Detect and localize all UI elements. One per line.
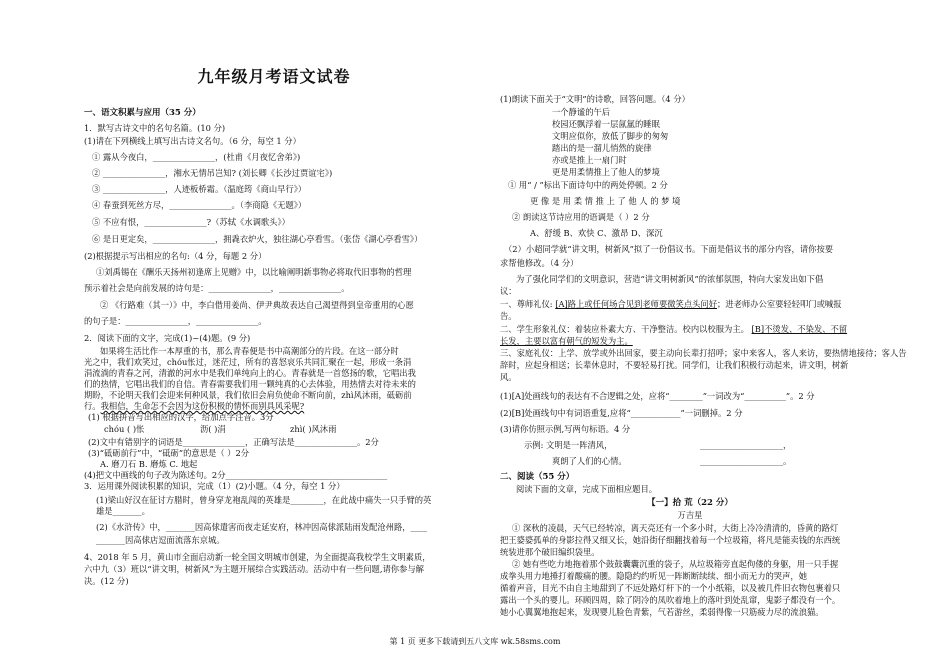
underlined-b: [B]不烫发、不染发、不留: [751, 324, 848, 334]
poem-line: 文明应似你，放低了脚步的匆匆: [552, 131, 669, 141]
example-line-1: 示例: 文明是一阵清风，: [524, 440, 613, 450]
fill-item-6: ⑥ 是日更定矣，_______________，拥毳衣炉火，独往湖心亭看雪。（张岱《湖心亭看雪》）: [92, 234, 423, 244]
proposal-item-1: 一、尊师礼仪: [A]路上或任何场合见到老师要微笑点头问好；进老师办公室要轻轻叩门或喊报: [500, 299, 842, 309]
reading-para-2-l3: 循着声音，目光不由自主地甜到了不远处路灯杆下的一个小纸箱，以及被几件旧衣物包裹着只: [500, 583, 841, 593]
page-footer: 第 1 页 更多下载请到五八文库 wk.58sms.com: [389, 637, 561, 646]
right-question-2: （2）小超同学就“讲文明，树新风”拟了一份倡议书。下面是倡议书的部分内容，请你按要: [504, 244, 834, 254]
passage-line-1: 如果将生活比作一本厚重的书，那么青春便是书中高潮部分的片段。在这一部分时: [100, 346, 399, 356]
poem-line: 一个静谧的午后: [552, 107, 611, 117]
poem-line: 校园还飘浮着一层氤氲的睡眠: [552, 119, 660, 129]
passage-line-2: 光之中，我们欢笑过，chóu怅过，迷茫过，所有的喜怒哀乐共同汇聚在一起，形成一条涓: [84, 357, 412, 367]
right-question-1b: ② 朗读这节诗应用的语调是（ ）2 分: [512, 212, 650, 222]
question-1-part-1: (1)请在下列横线上填写出古诗文名句。（6 分，每空 1 分）: [84, 136, 301, 146]
proposal-item-2-cont: 长发，主要以富有朝气的短发为主。: [500, 336, 633, 346]
reading-instruction: 阅读下面的文章，完成下面相应题目。: [516, 484, 658, 494]
prompt-2b-answer: 的句子是：_______________，_______________。: [84, 316, 267, 326]
proposal-item-3-end: 风。: [500, 372, 517, 382]
right-question-2-2: (2)[B]处画线句中有词语重复,应将“____________”一词删掉。2 分: [500, 408, 743, 418]
subquestion-3: (3)“砥砺前行”中，“砥砺”的意思是（ ）2分: [88, 448, 250, 458]
answer-blank-1: ____________________，: [700, 440, 792, 450]
question-3: 3．运用课外阅读积累的知识，完成（1）(2)小题。（4 分，每空 1 分）: [84, 481, 345, 491]
reading-para-2-l4: 露出一个头的婴儿。环顾四周，除了阴冷的凤吹着地上的落叶到处乱窜，鬼影子都没有一个。: [500, 595, 841, 605]
answer-blank-2: ____________________。: [700, 456, 792, 466]
reading-author: 万吉星: [677, 510, 703, 520]
underlined-sentence: 我相信，生命怎不会因为这份积极的情怀而别具风采呢?: [100, 401, 305, 411]
passage-line-4: 们的热情，它唱出我们的自信。青春需要我们用一颗纯真的心去体验，用热情去对待未来的: [84, 379, 416, 389]
question-4: 4、2018 年 5 月，黄山市全面启动新一轮全国文明城市创建，为全面提高我校学生文明素质，: [84, 552, 431, 562]
poem-line: 更是用柔情推上了他人的梦境: [552, 167, 660, 177]
passage-line-5: 期盼，不论明天我们会迎来何种风景，我们依旧会肩负使命不断向前，zhì风沐雨，砥砺前: [84, 390, 412, 400]
right-question-1a: ① 用“ / ”标出下面诗句中的两处停顿。2 分: [508, 180, 668, 190]
page-title: 九年级月考语文试卷: [197, 67, 351, 86]
passage-line-6: 行。我相信，生命怎不会因为这份积极的情怀而别具风采呢?: [84, 401, 305, 411]
proposal-intro-cont: 议：: [500, 286, 517, 296]
question-3-part-1: (1)梁山好汉在征讨方腊时，曾身穿龙袍乱闯的英雄是________，在此战中痛失一只手臂的英: [96, 495, 432, 505]
proposal-intro: 为了强化同学们的文明意识，营造“讲文明树新风”的浓郁氛围，特向大家发出如下倡: [516, 274, 824, 284]
right-question-2-1: (1)[A]处画线句的表达有不合逻辑之处，应将“________”一词改为“__________”。2 分: [500, 391, 815, 401]
passage-line-3: 涓流淌的青春之河，清澈的河水中是我们单纯向上的心。青春就是一首悠扬的歌，它唱出我: [84, 368, 416, 378]
pinyin-item-1: chóu ( )怅: [104, 424, 145, 434]
reading-para-1-l2: 把王婆婆孤单的身影拉得又细又长，她沿街仔细翻找着每一个垃圾箱，将凡是能卖钱的东西统: [500, 535, 841, 545]
question-3-part-2: (2)《水浒传》中，_______因高俅遣害而夜走延安府，林冲因高俅派陆雨发配沧州路，____: [96, 522, 428, 532]
pinyin-item-3: zhì( )风沐雨: [290, 424, 337, 434]
poem-line: 亦或是推上一扇门时: [552, 155, 627, 165]
question-1-part-2: (2)根据提示写出相应的名句:（4 分，每题 2 分）: [84, 251, 267, 261]
question-4-line-3: 决。(12 分): [84, 576, 129, 586]
right-question-1b-options: A、舒缓 B、欢快 C、激昂 D、深沉: [530, 228, 663, 238]
fill-item-1: ① 露从今夜白，_______________，(杜甫《月夜忆舍弟》): [92, 152, 301, 162]
prompt-2a: ①刘禹锡在《酬乐天扬州初逢席上见赠》中，以比喻阐明新事物必将取代旧事物的哲理: [96, 267, 412, 277]
prompt-2b: ② 《行路难（其一）》中，李白借用姜尚、伊尹典故表达自己渴望得到皇帝重用的心愿: [100, 300, 414, 310]
question-3-part-2-cont: _______因高俅店逗面流落东京城。: [96, 535, 225, 545]
reading-para-2-l2: 成拳头用力地捶打着酸痛的腰。隐隐约约听见一阵断断续续、细小而无力的哭声，她: [500, 571, 807, 581]
section-heading-1: 一、语文积累与应用（35 分）: [84, 108, 201, 118]
prompt-2a-answer: 预示着社会是向前发展的诗句是：_______________，_______________。: [84, 283, 350, 293]
section-heading-2: 二、阅读（55 分）: [500, 472, 575, 482]
proposal-item-1-cont: 告。: [500, 311, 517, 321]
proposal-item-2: 二、学生形象礼仪：着装应朴素大方、干净整洁。校内以校服为主。 [B]不烫发、不染发、不留: [500, 324, 848, 334]
proposal-item-3-cont: 辞时，应起身相送；长辈休息时，不要轻易打扰。同学们，让我们积极行动起来，讲文明，树新: [500, 360, 849, 370]
fill-item-3: ③ _______________，人迹板桥霜。（温庭筠《商山早行》）: [92, 184, 307, 194]
right-question-2-3: (3)请你仿照示例,写两句标语。4 分: [500, 424, 631, 434]
subquestion-3-options: A. 磨刀石 B. 磨炼 C. 地起: [100, 459, 198, 469]
proposal-item-3: 三、家庭礼仪：上学、放学或外出回家，要主动向长辈打招呼；家中来客人，客人来访，要热情地接待；客人告: [500, 348, 907, 358]
reading-para-2: ② 她有些吃力地拖着那个鼓鼓囊囊沉重的袋子，从垃圾箱旁直起佝偻的身躯，用一只手握: [512, 559, 839, 569]
subquestion-1: (1) 根据拼音写出相应的汉字，给加点字注音。3分: [88, 412, 274, 422]
poem-pause-line: 更 像 是 用 柔 情 推 上 了 他 人 的 梦 境: [530, 196, 681, 206]
question-4-line-2: 六中九（3）班以“讲文明，树新风”为主题开展综合实践活动。活动中有一些问题,请你参与解: [84, 564, 424, 574]
reading-title: 【一】拾 荒（22 分）: [647, 498, 733, 508]
fill-item-2: ② _______________，湘水无情吊岂知? (刘长卿《长沙过贾谊宅》): [92, 168, 333, 178]
reading-para-1-l3: 统装进那个破旧编织袋里。: [500, 547, 600, 557]
subquestion-4: (4)把文中画线的句子改为陈述句。2分_______________________________________: [84, 470, 388, 480]
right-question-1: (1)朗读下面关于“文明”的诗歌，回答问题。（4 分）: [500, 94, 690, 104]
example-line-2: 爽朗了人们的心情。: [552, 456, 627, 466]
subquestion-2: (2)文中有错别字的词语是_______________，正确写法是_______________。2分: [88, 437, 379, 447]
question-1: 1．默写古诗文中的名句名篇。(10 分): [84, 123, 226, 133]
underlined-a: [A]路上或任何场合见到老师要微笑点头问好: [555, 299, 718, 309]
fill-item-5: ⑤ 不应有恨，_______________?（苏轼《水调歌头》）: [92, 217, 290, 227]
pinyin-item-2: 沥( )涓: [200, 424, 226, 434]
reading-para-1: ① 深秋的凌晨，天气已经转凉，离天亮还有一个多小时，大街上冷冷清清的，昏黄的路灯: [512, 523, 839, 533]
reading-para-2-l5: 她小心翼翼地抱起来，发现婴儿脸色青紫，气若游丝，柔弱得像一只筋疲力尽的流浪猫。: [500, 607, 824, 617]
poem-line: 踏出的是一溜儿悄然的旋律: [552, 143, 652, 153]
question-3-part-1-cont: 雄是_______。: [96, 506, 150, 516]
question-2: 2．阅读下面的文字，完成(1)~(4)题。(9 分): [84, 333, 251, 343]
right-question-2-cont: 求帮他修改。（4 分）: [500, 258, 579, 268]
fill-item-4: ④ 春蚕到死丝方尽，_______________。（李商隐《无题》）: [92, 200, 307, 210]
